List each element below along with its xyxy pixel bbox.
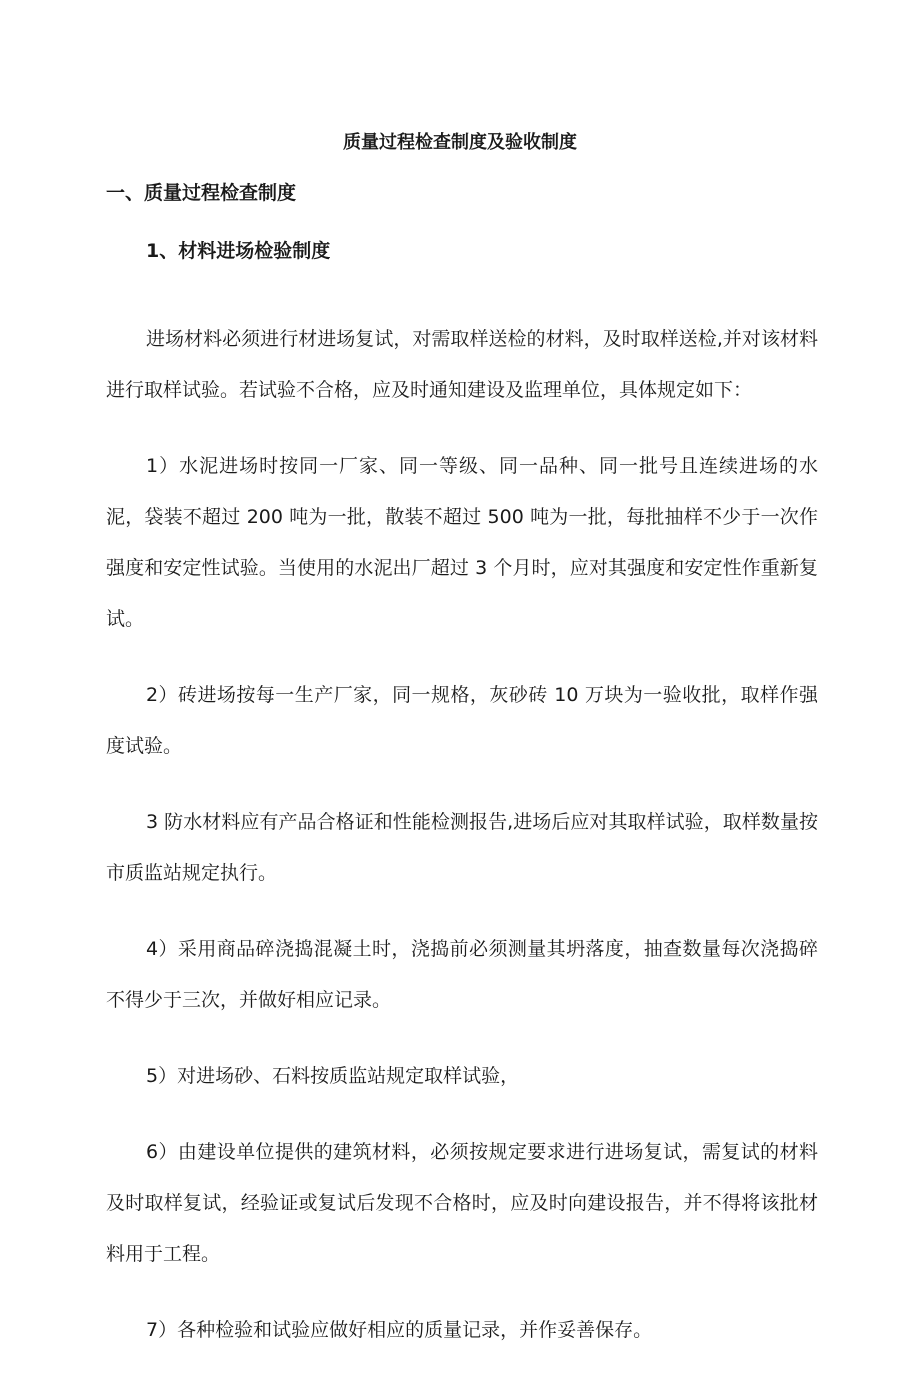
paragraph-item-7: 7）各种检验和试验应做好相应的质量记录，并作妥善保存。 [146, 1319, 653, 1341]
section-heading: 一、质量过程检查制度 [106, 182, 297, 204]
document-body [106, 314, 818, 1381]
sub-heading: 1、材料进场检验制度 [146, 240, 331, 262]
paragraph-item-6: 6）由建设单位提供的建筑材料，必须按规定要求进行进场复试，需复试的材料及时取样复试，经验证或复试后发现不合格时，应及时向建设报告，并不得将该批材料用于工程。 [106, 1141, 818, 1265]
paragraph-item-4: 4）采用商品碎浇捣混凝土时，浇捣前必须测量其坍落度，抽查数量每次浇捣碎不得少于三次，并做好相应记录。 [106, 938, 818, 1011]
paragraph-item-2: 2）砖进场按每一生产厂家，同一规格，灰砂砖 10 万块为一验收批，取样作强度试验。 [106, 684, 818, 757]
paragraph-item-1: 1）水泥进场时按同一厂家、同一等级、同一品种、同一批号且连续进场的水泥，袋装不超过 200 吨为一批，散装不超过 500 吨为一批，每批抽样不少于一次作强度和安定性试验。当使用的水泥出厂超过 3 个月时，应对其强度和安定性作重新复试。 [106, 455, 818, 630]
paragraph-item-5: 5）对进场砂、石料按质监站规定取样试验， [146, 1065, 520, 1087]
document-title: 质量过程检查制度及验收制度 [343, 132, 577, 153]
paragraph-item-3: 3 防水材料应有产品合格证和性能检测报告,进场后应对其取样试验，取样数量按市质监站规定执行。 [106, 811, 818, 884]
paragraph-intro: 进场材料必须进行材进场复试，对需取样送检的材料，及时取样送检,并对该材料进行取样试验。若试验不合格，应及时通知建设及监理单位，具体规定如下： [106, 328, 818, 401]
